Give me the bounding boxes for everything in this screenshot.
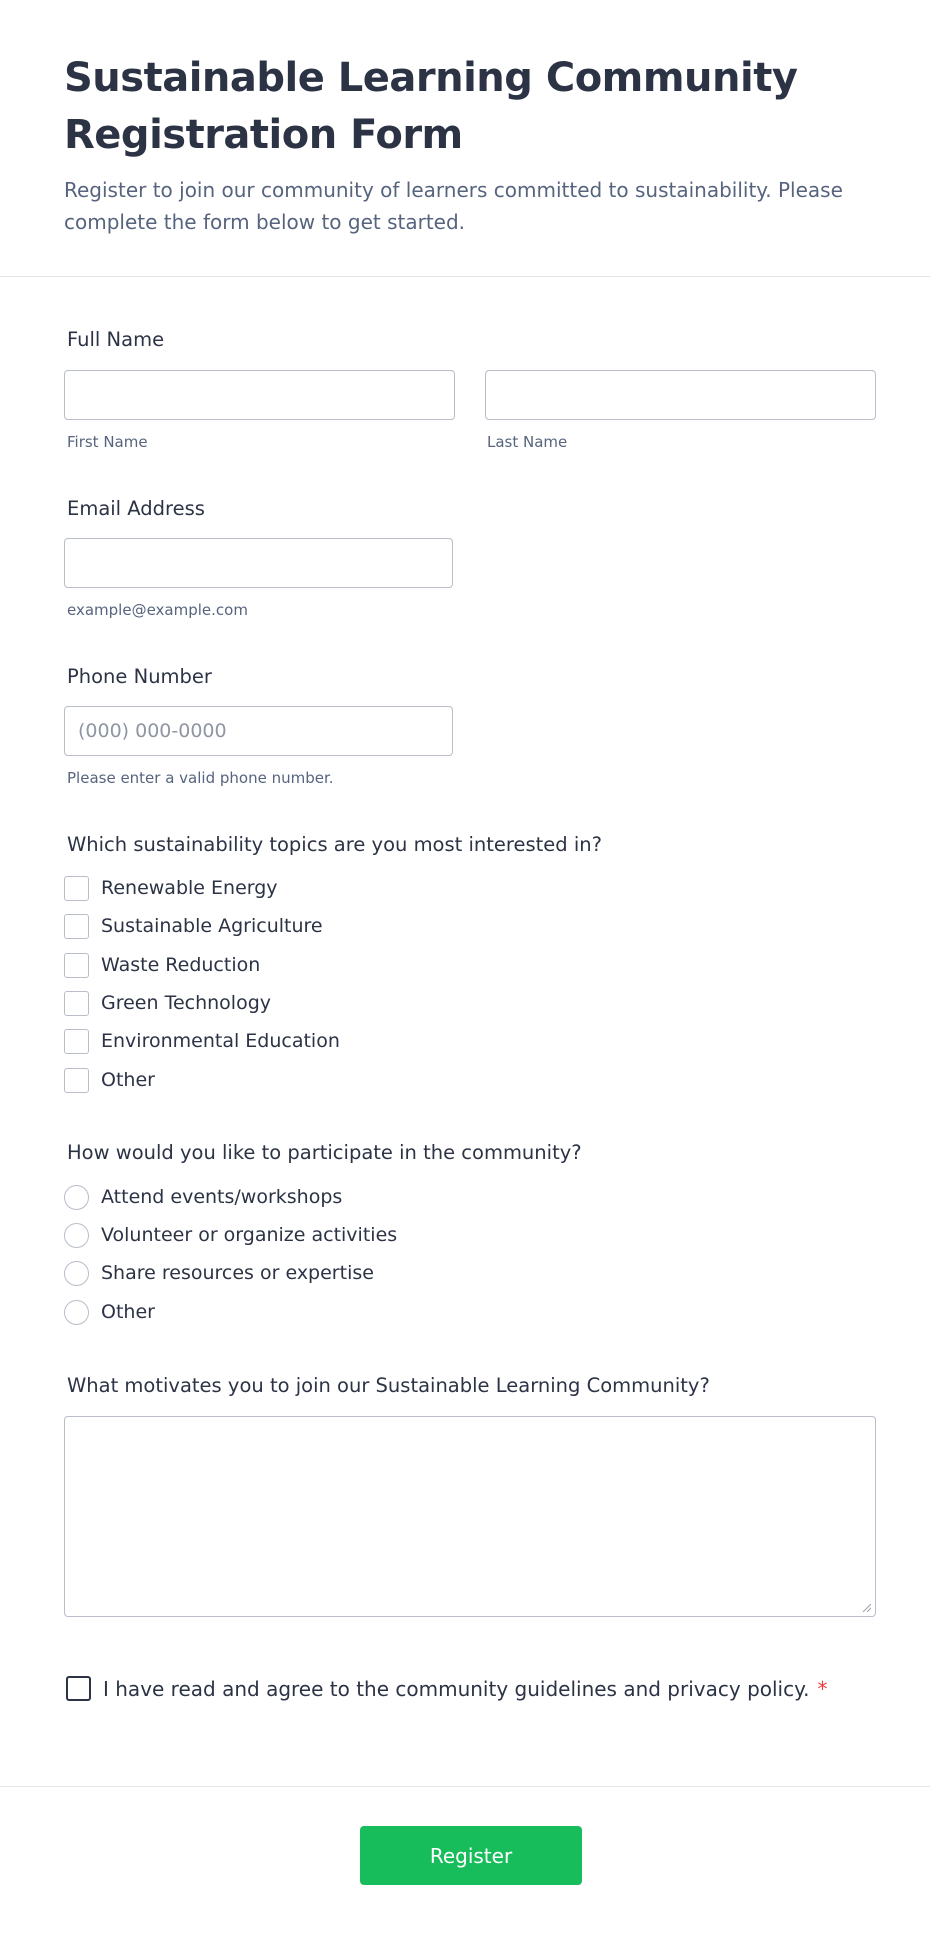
topic-option[interactable] <box>64 1067 155 1093</box>
topic-option-label: Other <box>101 1069 155 1091</box>
topic-option-label: Green Technology <box>101 992 272 1014</box>
participation-option-label: Volunteer or organize activities <box>101 1224 398 1246</box>
topic-option[interactable] <box>64 1028 340 1054</box>
register-button[interactable]: Register <box>360 1826 582 1885</box>
radio-button[interactable] <box>64 1300 89 1325</box>
last-name-input[interactable] <box>486 371 875 419</box>
form-description: Register to join our community of learners committed to sustainability. Please complete the form below to get started. <box>64 178 843 234</box>
checkbox[interactable] <box>64 991 89 1016</box>
first-name-input[interactable] <box>65 371 454 419</box>
topic-option-label: Waste Reduction <box>101 954 261 976</box>
motivation-label: What motivates you to join our Sustainable Learning Community? <box>67 1374 710 1397</box>
agreement-text: I have read and agree to the community guidelines and privacy policy. <box>103 1676 810 1701</box>
participation-label: How would you like to participate in the community? <box>67 1141 582 1164</box>
required-mark: * <box>817 1676 828 1701</box>
motivation-textarea[interactable] <box>64 1416 876 1617</box>
topic-option[interactable] <box>64 952 260 978</box>
participation-option[interactable] <box>64 1260 374 1286</box>
participation-option-label: Share resources or expertise <box>101 1262 374 1284</box>
topic-option[interactable] <box>64 913 323 939</box>
participation-option[interactable] <box>64 1184 342 1210</box>
radio-button[interactable] <box>64 1223 89 1248</box>
radio-button[interactable] <box>64 1185 89 1210</box>
first-name-field[interactable] <box>64 370 455 420</box>
checkbox[interactable] <box>64 953 89 978</box>
email-input[interactable] <box>65 539 452 587</box>
participation-option-label: Attend events/workshops <box>101 1186 343 1208</box>
agreement-row[interactable] <box>66 1676 827 1701</box>
radio-button[interactable] <box>64 1261 89 1286</box>
topic-option-label: Renewable Energy <box>101 877 278 899</box>
phone-label: Phone Number <box>67 665 212 688</box>
participation-option-label: Other <box>101 1301 155 1323</box>
email-field[interactable] <box>64 538 453 588</box>
checkbox[interactable] <box>64 876 89 901</box>
checkbox[interactable] <box>64 1029 89 1054</box>
form-header <box>0 0 930 277</box>
topic-option[interactable] <box>64 990 271 1016</box>
checkbox[interactable] <box>64 914 89 939</box>
email-sublabel: example@example.com <box>67 601 248 619</box>
participation-option[interactable] <box>64 1299 155 1325</box>
phone-sublabel: Please enter a valid phone number. <box>67 769 334 787</box>
form-title: Sustainable Learning Community Registration Form <box>64 55 798 158</box>
participation-option[interactable] <box>64 1222 397 1248</box>
email-label: Email Address <box>67 497 205 520</box>
resize-handle-icon[interactable] <box>861 1602 871 1612</box>
checkbox[interactable] <box>64 1068 89 1093</box>
form-footer <box>0 1786 930 1934</box>
phone-input[interactable] <box>65 707 452 755</box>
last-name-field[interactable] <box>485 370 876 420</box>
last-name-sublabel: Last Name <box>487 433 568 451</box>
topic-option-label: Sustainable Agriculture <box>101 915 323 937</box>
first-name-sublabel: First Name <box>67 433 148 451</box>
phone-field[interactable] <box>64 706 453 756</box>
agreement-checkbox[interactable] <box>66 1676 91 1701</box>
topics-label: Which sustainability topics are you most interested in? <box>67 833 603 856</box>
full-name-label: Full Name <box>67 328 165 351</box>
topic-option-label: Environmental Education <box>101 1030 340 1052</box>
topic-option[interactable] <box>64 875 278 901</box>
